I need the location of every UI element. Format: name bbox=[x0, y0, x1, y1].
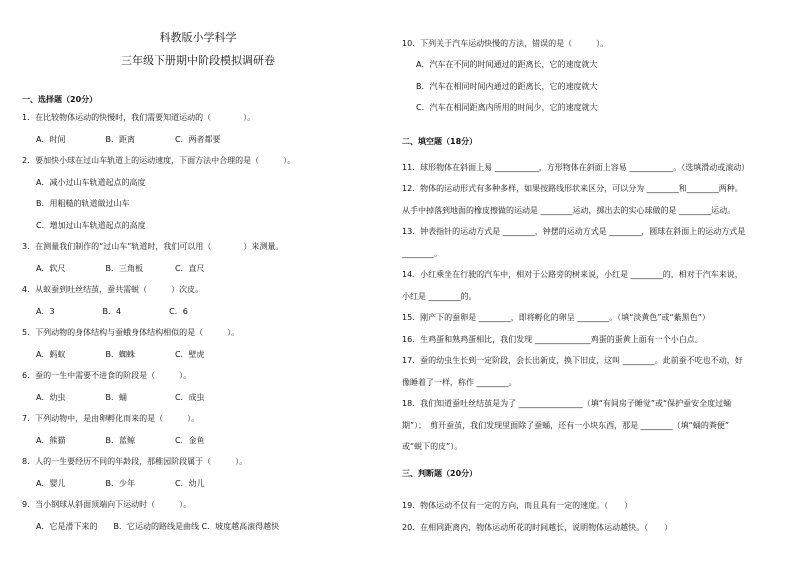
question-text: 期”）； 剪开蚕茧，我们发现里面除了蚕蛹，还有一小块东西，那是 ________（填“蛹的粪便” bbox=[402, 421, 729, 430]
question-text: 19．物体运动不仅有一定的方向，而且具有一定的速度。（ ） bbox=[402, 501, 633, 510]
answer-options: A．软尺 B．三角板 C．直尺 bbox=[36, 264, 205, 273]
section-choice-heading: 一、选择题（20分） bbox=[22, 95, 98, 104]
question-text: 14．小红乘坐在行驶的汽车中，相对于公路旁的树来说，小红是 ________的，相对于汽车来说， bbox=[402, 270, 743, 279]
answer-options: A．时间 B．距离 C．两者都要 bbox=[36, 135, 221, 144]
answer-options: C．汽车在相同距离内所用的时间少，它的速度就大 bbox=[416, 103, 598, 112]
answer-options: A．它是滑下来的 B．它运动的路线是曲线 C．坡度越高滚得越快 bbox=[36, 522, 280, 531]
answer-options: C．增加过山车轨道起点的高度 bbox=[36, 221, 146, 230]
answer-options: B．用粗糙的轨道做过山车 bbox=[36, 199, 130, 208]
question-text: ________。 bbox=[402, 249, 442, 258]
question-text: 从手中掉落到地面的橡皮擦做的运动是 ________运动，掷出去的实心球做的是 ________运动。 bbox=[402, 206, 736, 215]
question-text: 16．生鸡蛋和熟鸡蛋相比，我们发现 ______________鸡蛋的蛋黄上面有一个小白点。 bbox=[402, 335, 703, 344]
question-text: 11．球形物体在斜面上易 ___________，方形物体在斜面上容易 ___________。（选填滑动或滚动） bbox=[402, 163, 750, 172]
question-text: 10．下列关于汽车运动快慢的方法，错误的是（ ）。 bbox=[402, 39, 609, 48]
question-text: 13．钟表指针的运动方式是 ________，钟摆的运动方式是 ________，圆球在斜面上的运动方式是 bbox=[402, 227, 746, 236]
section-fill-heading: 二、填空题（18分） bbox=[402, 137, 478, 146]
question-text: 12．物体的运动形式有多种多样，如果按路线形状来区分，可以分为 ________和________两种。 bbox=[402, 184, 743, 193]
question-text: 17．蚕的幼虫生长到一定阶段，会长出新皮，换下旧皮，这叫 ________。此前蚕不吃也不动，好 bbox=[402, 356, 743, 365]
answer-options: A．减小过山车轨道起点的高度 bbox=[36, 178, 146, 187]
question-text: 9．当小钢球从斜面顶端向下运动时（ ）。 bbox=[22, 500, 192, 509]
answer-options: A．婴儿 B．少年 C．幼儿 bbox=[36, 479, 205, 488]
question-text: 6．蚕的一生中需要不进食的阶段是（ ）。 bbox=[22, 371, 192, 380]
answer-options: A．熊猫 B．蓝鲸 C．金鱼 bbox=[36, 436, 205, 445]
answer-options: A．3 B．4 C．6 bbox=[36, 307, 188, 316]
question-text: 7．下列动物中，是由卵孵化而来的是（ ）。 bbox=[22, 414, 200, 423]
question-text: 18．我们知道蚕吐丝结茧是为了 ________________（填“有间房子睡觉”或“保护蚕安全度过蛹 bbox=[402, 399, 732, 408]
question-text: 小红是 ________的。 bbox=[402, 292, 477, 301]
answer-options: A．幼虫 B．蛹 C．成虫 bbox=[36, 393, 205, 402]
answer-options: B．汽车在相同时间内通过的距离长，它的速度就大 bbox=[416, 82, 598, 91]
question-text: 2．要加快小球在过山车轨道上的运动速度，下面方法中合理的是（ ）。 bbox=[22, 156, 296, 165]
question-text: 15．刚产下的蚕卵是 ________，即将孵化的卵呈 ________。（填“淡黄色”或“紫黑色”） bbox=[402, 313, 710, 322]
question-text: 3．在测量我们制作的“过山车”轨道时，我们可以用（ ）来测量。 bbox=[22, 242, 284, 251]
exam-publisher-title: 科教版小学科学 bbox=[159, 31, 237, 44]
section-judge-heading: 三、判断题（20分） bbox=[402, 469, 478, 478]
question-text: 4．从蚁蚕到吐丝结茧，蚕共需蜕（ ）次皮。 bbox=[22, 285, 204, 294]
question-text: 20．在相同距离内，物体运动所花的时间越长，说明物体运动越快。（ ） bbox=[402, 523, 673, 532]
question-text: 1．在比较物体运动的快慢时，我们需要知道运动的（ ）。 bbox=[22, 113, 256, 122]
answer-options: A．蚂蚁 B．蜘蛛 C．壁虎 bbox=[36, 350, 205, 359]
question-text: 8．人的一生要经历不同的年龄段，那稚园阶段属于（ ）。 bbox=[22, 457, 248, 466]
exam-title: 三年级下册期中阶段模拟调研卷 bbox=[121, 54, 275, 67]
question-text: 或“蜕下的皮”）。 bbox=[402, 442, 463, 451]
question-text: 5．下列动物的身体结构与蚕蛾身体结构相似的是（ ）。 bbox=[22, 328, 240, 337]
question-text: 像睡着了一样，称作 ________。 bbox=[402, 378, 517, 387]
answer-options: A．汽车在不同的时间通过的距离长，它的速度就大 bbox=[416, 60, 598, 69]
